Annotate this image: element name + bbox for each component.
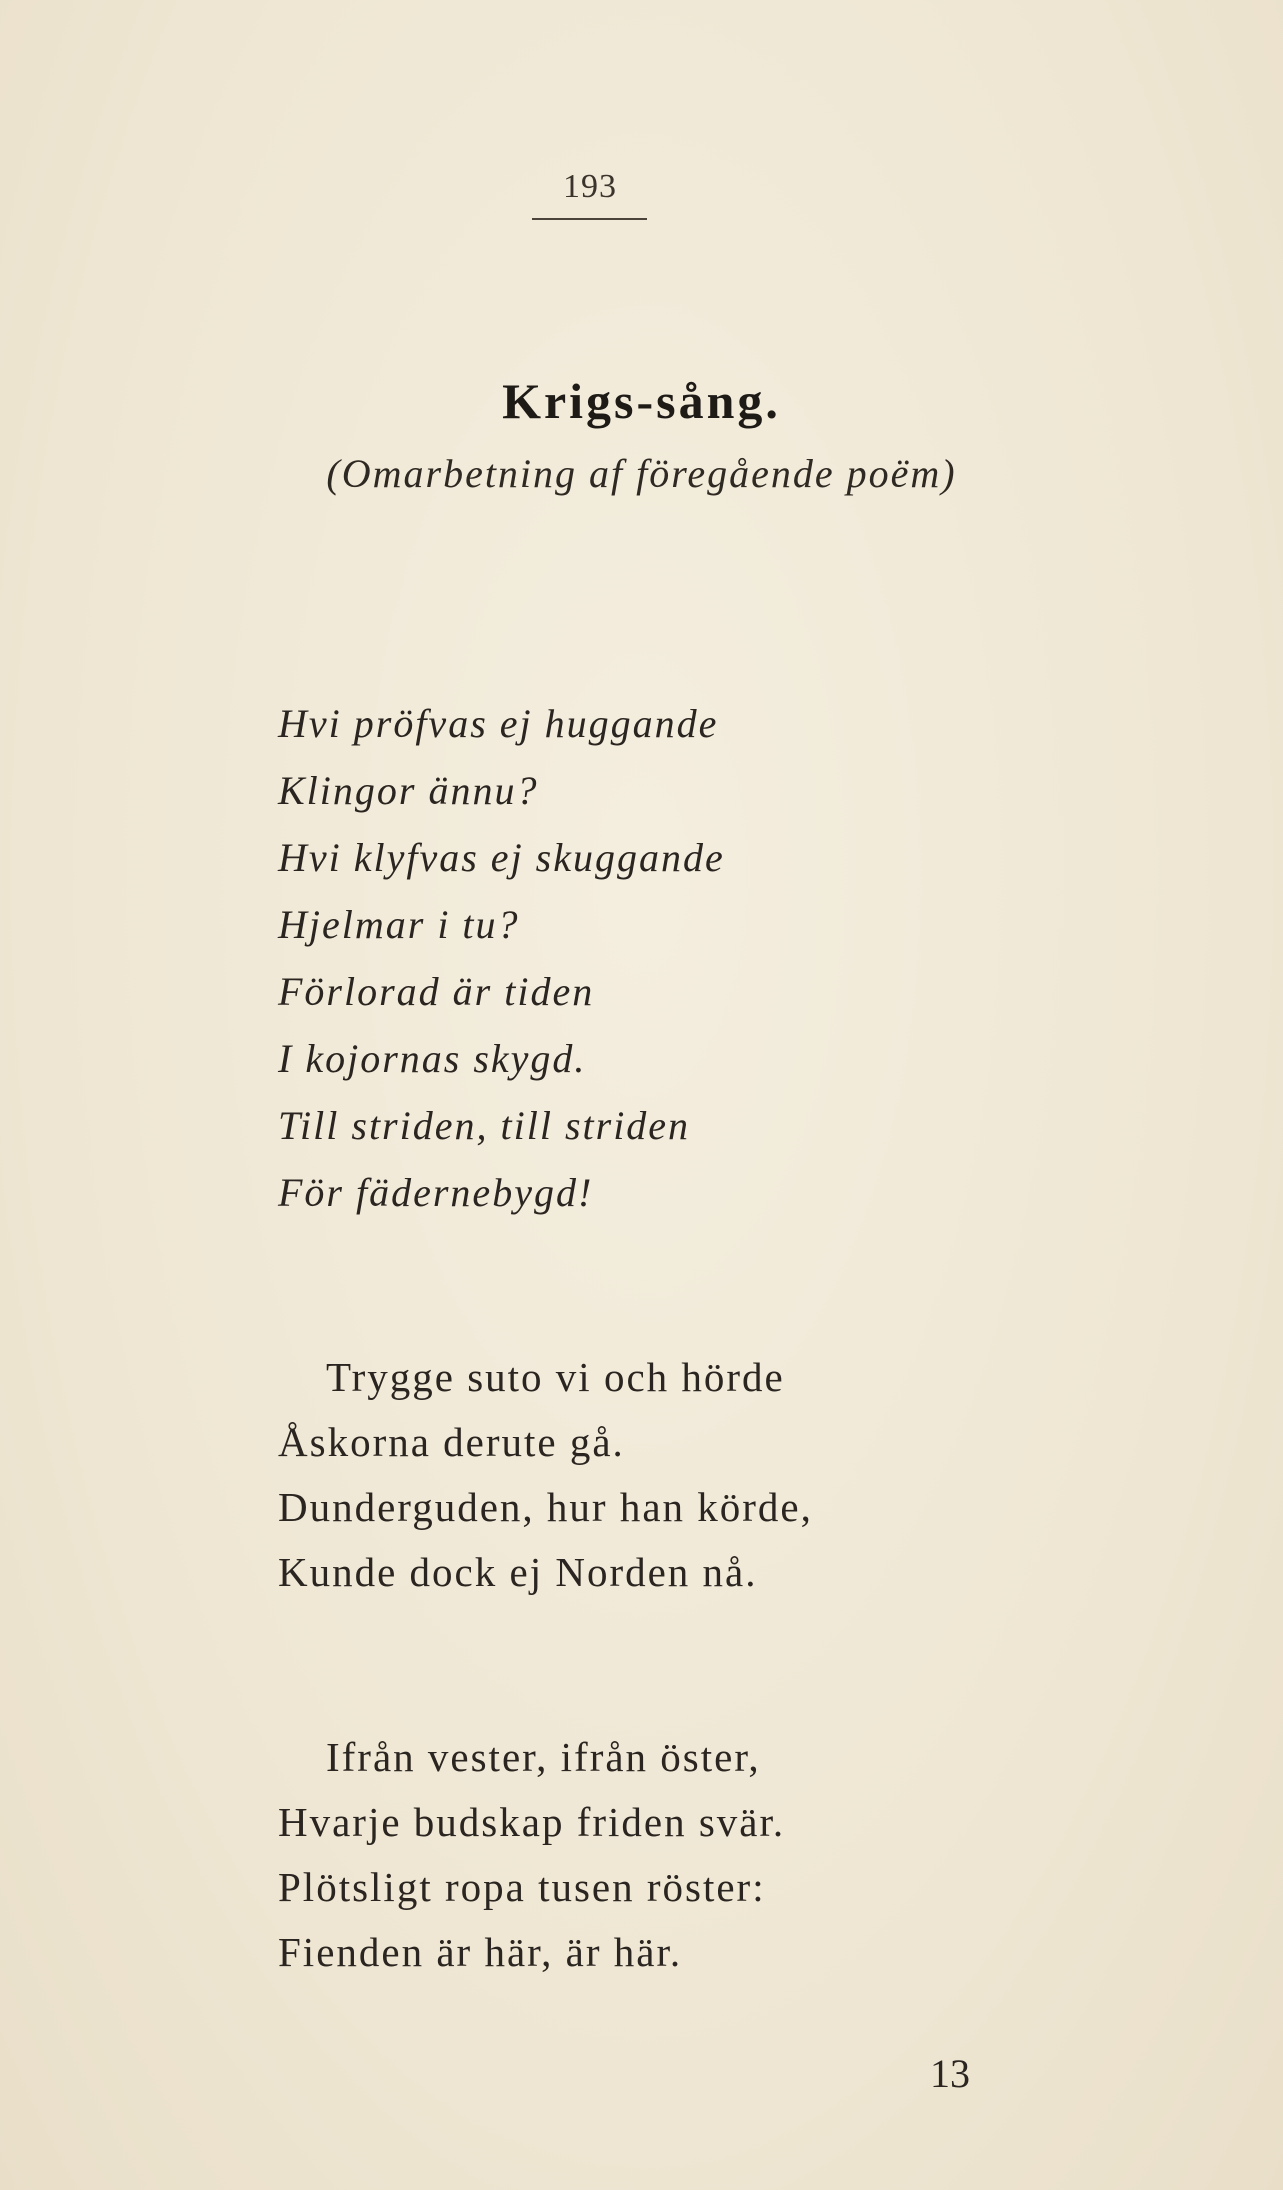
signature-mark: 13 [930, 2051, 970, 2096]
verse-line: Plötsligt ropa tusen röster: [278, 1864, 766, 1910]
verse-line: Hjelmar i tu? [278, 902, 520, 947]
header-rule [532, 218, 647, 220]
verse-line: Hvarje budskap friden svär. [278, 1799, 786, 1845]
poem-subtitle: (Omarbetning af föregående poëm) [326, 451, 957, 496]
stanza-3 [278, 1725, 785, 1985]
verse-line: Hvi pröfvas ej huggande [278, 701, 719, 746]
verse-line: För fädernebygd! [278, 1170, 594, 1215]
verse-line: Hvi klyfvas ej skuggande [278, 835, 725, 880]
verse-line: Fienden är här, är här. [278, 1929, 683, 1975]
verse-line: Dunderguden, hur han körde, [278, 1484, 813, 1530]
stanza-2 [278, 1345, 813, 1605]
stanza-1 [278, 690, 725, 1226]
verse-line: Trygge suto vi och hörde [326, 1354, 785, 1400]
verse-line: Klingor ännu? [278, 768, 539, 813]
verse-line: Förlorad är tiden [278, 969, 595, 1014]
page-number: 193 [563, 168, 617, 205]
verse-line: Ifrån vester, ifrån öster, [326, 1734, 761, 1780]
verse-line: I kojornas skygd. [278, 1036, 587, 1081]
poem-title: Krigs-sång. [502, 373, 781, 429]
verse-line: Åskorna derute gå. [278, 1419, 625, 1465]
verse-line: Till striden, till striden [278, 1103, 691, 1148]
verse-line: Kunde dock ej Norden nå. [278, 1549, 758, 1595]
